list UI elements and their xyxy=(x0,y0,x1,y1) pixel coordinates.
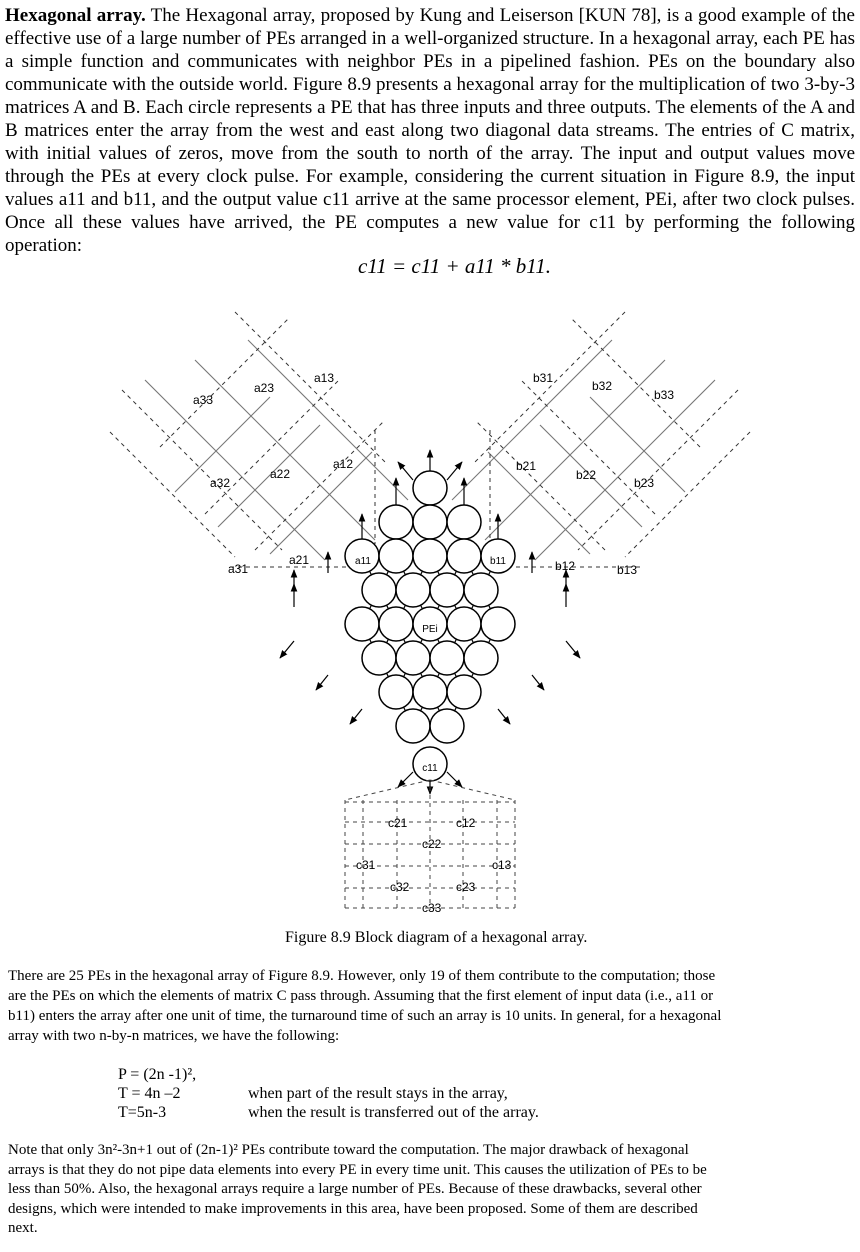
label-b31: b31 xyxy=(533,371,554,385)
label-c13: c13 xyxy=(492,858,512,872)
pe-node xyxy=(396,641,430,675)
pe-node xyxy=(413,539,447,573)
label-a13: a13 xyxy=(314,371,335,385)
pe-arrow xyxy=(498,709,510,724)
formula-block xyxy=(118,1065,539,1122)
pe-node xyxy=(447,505,481,539)
pe-node xyxy=(413,505,447,539)
pe-node xyxy=(379,607,413,641)
label-c31: c31 xyxy=(356,858,376,872)
label-pei: PEi xyxy=(422,624,438,635)
pe-node xyxy=(379,675,413,709)
label-b11: b11 xyxy=(490,556,506,567)
label-c12: c12 xyxy=(456,816,476,830)
pe-node xyxy=(430,641,464,675)
label-c11: c11 xyxy=(422,763,438,774)
figure-caption: Figure 8.9 Block diagram of a hexagonal array. xyxy=(285,929,588,946)
a-stream-lines xyxy=(145,340,408,560)
formula-lhs: P = (2n -1)², xyxy=(118,1066,197,1083)
section-heading: Hexagonal array. xyxy=(5,5,146,26)
pe-node xyxy=(430,573,464,607)
label-c23: c23 xyxy=(456,880,476,894)
label-b33: b33 xyxy=(654,388,675,402)
pe-node xyxy=(447,607,481,641)
pe-arrow xyxy=(350,709,362,724)
equation: c11 = c11 + a11 * b11. xyxy=(358,254,551,278)
label-a11: a11 xyxy=(355,556,371,567)
pe-arrow xyxy=(398,462,413,480)
label-a32: a32 xyxy=(210,476,231,490)
formula-row xyxy=(118,1103,539,1122)
pe-node xyxy=(447,675,481,709)
pe-node xyxy=(430,709,464,743)
label-c32: c32 xyxy=(390,880,410,894)
label-c33: c33 xyxy=(422,901,442,915)
pe-node xyxy=(413,471,447,505)
label-b32: b32 xyxy=(592,379,613,393)
pe-arrow xyxy=(280,641,294,658)
intro-text: The Hexagonal array, proposed by Kung and Leiserson [KUN 78], is a good example of the effective use of a large number of PEs arranged in a well-organized structure. In a hexagonal array, each PE has a simple function and communicates with neighbor PEs in a pipelined fashion. PEs on the boundary also communicate with the outside world. Figure 8.9 presents a hexagonal array for the multiplication of two 3-by-3 matrices A and B. Each circle represents a PE that has three inputs and three outputs. The elements of the A and B matrices enter the array from the west and east along two diagonal data streams. The entries of C matrix, with initial values of zeros, move from the south to north of the array. The input and output values move through the PEs at every clock pulse. For example, considering the current situation in Figure 8.9, the input values a11 and b11, and the output value c11 arrive at the same processor element, PEi, after two clock pulses. Once all these values have arrived, the PE computes a new value for c11 by performing the following operation: xyxy=(5,5,855,256)
formula-lhs: T = 4n –2 xyxy=(118,1085,181,1102)
label-b12: b12 xyxy=(555,559,576,573)
pe-node xyxy=(396,573,430,607)
label-a33: a33 xyxy=(193,393,214,407)
label-b21: b21 xyxy=(516,459,537,473)
pe-node xyxy=(379,539,413,573)
label-b23: b23 xyxy=(634,476,655,490)
pe-node xyxy=(345,607,379,641)
intro-paragraph xyxy=(5,4,855,257)
pe-arrow xyxy=(566,641,580,658)
formula-lhs: T=5n-3 xyxy=(118,1104,167,1121)
label-b13: b13 xyxy=(617,563,638,577)
hexagonal-array-figure xyxy=(0,282,860,927)
pe-node xyxy=(362,641,396,675)
pe-arrow xyxy=(316,675,328,690)
pe-node xyxy=(481,607,515,641)
label-a31: a31 xyxy=(228,562,249,576)
pe-node xyxy=(447,539,481,573)
label-a12: a12 xyxy=(333,457,354,471)
pe-node xyxy=(396,709,430,743)
label-a21: a21 xyxy=(289,553,310,567)
label-a22: a22 xyxy=(270,467,291,481)
pe-node xyxy=(464,573,498,607)
pe-node xyxy=(379,505,413,539)
a-labels xyxy=(193,371,353,576)
formula-rhs: when part of the result stays in the array, xyxy=(248,1085,508,1102)
b-stream-lines xyxy=(452,340,715,560)
pe-node xyxy=(464,641,498,675)
label-c22: c22 xyxy=(422,837,442,851)
pe-arrow xyxy=(532,675,544,690)
paragraph-3: Note that only 3n²-3n+1 out of (2n-1)² PEs contribute toward the computation. The major drawback of hexagonal arrays is that they do not pipe data elements into every PE in every time unit. This causes the utilization of PEs to be less than 50%. Also, the hexagonal arrays require a large number of PEs. Because of these drawbacks, several other designs, which were intended to make improvements in this area, have been proposed. Some of them are described next. xyxy=(8,1142,707,1236)
label-b22: b22 xyxy=(576,468,597,482)
formula-row xyxy=(118,1084,539,1103)
pe-arrow xyxy=(447,462,462,480)
label-a23: a23 xyxy=(254,381,275,395)
formula-rhs: when the result is transferred out of the array. xyxy=(248,1104,539,1121)
formula-row xyxy=(118,1065,539,1084)
paragraph-2: There are 25 PEs in the hexagonal array of Figure 8.9. However, only 19 of them contribute to the computation; those are the PEs on which the elements of matrix C pass through. Assuming that the first element of input data (i.e., a11 or b11) enters the array after one unit of time, the turnaround time of such an array is 10 units. In general, for a hexagonal array with two n-by-n matrices, we have the following: xyxy=(8,968,722,1044)
pe-node xyxy=(362,573,396,607)
pe-node xyxy=(413,675,447,709)
a-stream-dashed xyxy=(110,312,385,567)
label-c21: c21 xyxy=(388,816,408,830)
b-stream-dashed xyxy=(475,312,750,567)
